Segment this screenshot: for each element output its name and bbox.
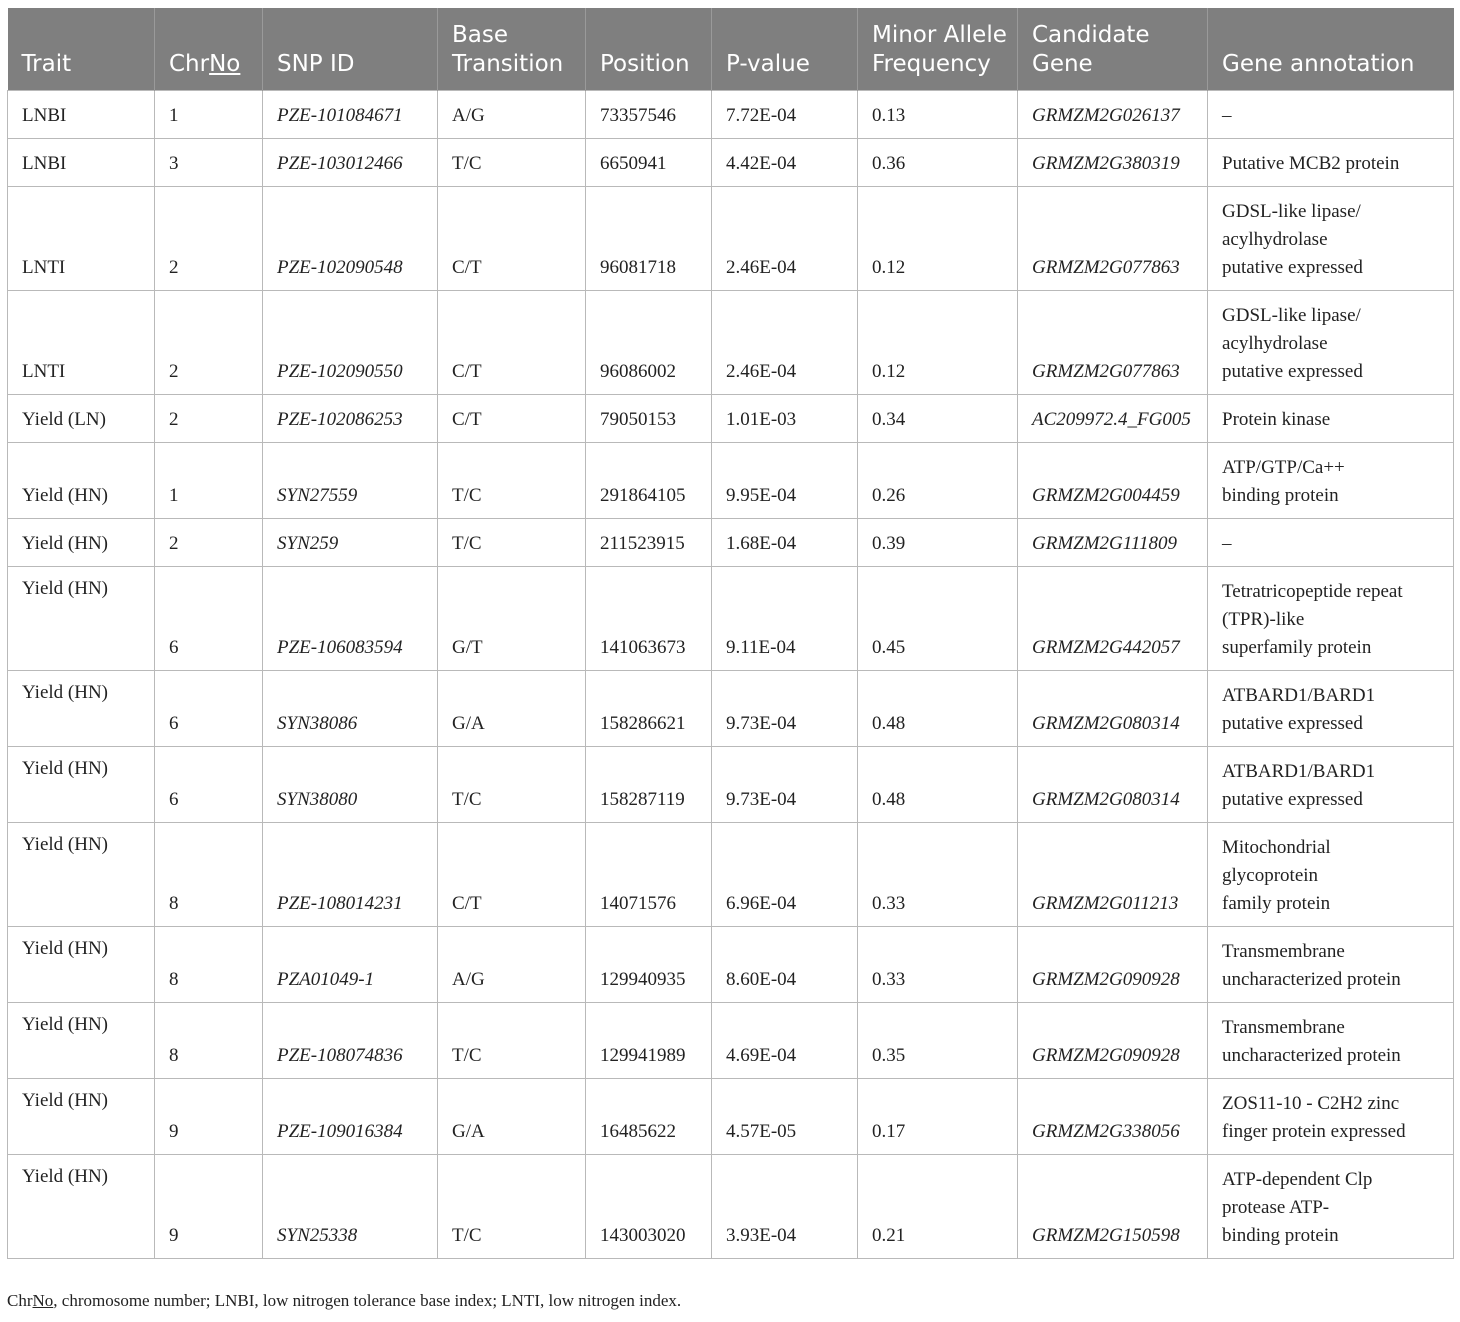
annotation-line: ATBARD1/BARD1 xyxy=(1222,685,1376,706)
annotation-line: binding protein xyxy=(1222,485,1339,506)
cell-minor-allele-frequency: 0.39 xyxy=(858,519,1018,567)
annotation-line: glycoprotein xyxy=(1222,865,1319,886)
cell-minor-allele-frequency: 0.12 xyxy=(858,187,1018,291)
annotation-line: Tetratricopeptide repeat xyxy=(1222,581,1403,602)
cell-p-value: 4.57E-05 xyxy=(712,1079,858,1155)
cell-gene-annotation xyxy=(1208,395,1454,443)
cell-snp-id: SYN27559 xyxy=(263,443,438,519)
cell-minor-allele-frequency: 0.35 xyxy=(858,1003,1018,1079)
snp-association-table xyxy=(7,8,1454,1259)
annotation-line: uncharacterized protein xyxy=(1222,1045,1401,1066)
cell-trait: Yield (HN) xyxy=(8,1155,155,1259)
cell-position: 158286621 xyxy=(586,671,712,747)
cell-snp-id: SYN259 xyxy=(263,519,438,567)
cell-candidate-gene: GRMZM2G442057 xyxy=(1018,567,1208,671)
header-base-transition: Base Transition xyxy=(438,8,586,91)
cell-chr-no: 2 xyxy=(155,291,263,395)
cell-base-transition: G/A xyxy=(438,1079,586,1155)
cell-candidate-gene: AC209972.4_FG005 xyxy=(1018,395,1208,443)
cell-snp-id: PZE-108074836 xyxy=(263,1003,438,1079)
annotation-line: finger protein expressed xyxy=(1222,1121,1406,1142)
cell-trait: LNTI xyxy=(8,291,155,395)
cell-trait: Yield (HN) xyxy=(8,671,155,747)
annotation-line: – xyxy=(1222,533,1232,554)
cell-chr-no: 9 xyxy=(155,1155,263,1259)
footnote-text: , chromosome number; LNBI, low nitrogen tolerance base index; LNTI, low nitrogen index. xyxy=(53,1291,682,1310)
cell-position: 211523915 xyxy=(586,519,712,567)
header-position: Position xyxy=(586,8,712,91)
cell-snp-id: PZE-103012466 xyxy=(263,139,438,187)
cell-minor-allele-frequency: 0.26 xyxy=(858,443,1018,519)
annotation-line: putative expressed xyxy=(1222,789,1363,810)
cell-position: 16485622 xyxy=(586,1079,712,1155)
table-body xyxy=(8,91,1454,1259)
cell-gene-annotation xyxy=(1208,1155,1454,1259)
cell-candidate-gene: GRMZM2G077863 xyxy=(1018,187,1208,291)
cell-chr-no: 6 xyxy=(155,671,263,747)
cell-candidate-gene: GRMZM2G150598 xyxy=(1018,1155,1208,1259)
cell-base-transition: G/A xyxy=(438,671,586,747)
cell-chr-no: 8 xyxy=(155,823,263,927)
cell-p-value: 4.69E-04 xyxy=(712,1003,858,1079)
table-footnote xyxy=(7,1291,1453,1311)
cell-p-value: 8.60E-04 xyxy=(712,927,858,1003)
cell-snp-id: SYN38086 xyxy=(263,671,438,747)
cell-base-transition: C/T xyxy=(438,823,586,927)
cell-base-transition: C/T xyxy=(438,291,586,395)
cell-chr-no: 6 xyxy=(155,747,263,823)
cell-trait: Yield (LN) xyxy=(8,395,155,443)
table-row xyxy=(8,1079,1454,1155)
cell-candidate-gene: GRMZM2G338056 xyxy=(1018,1079,1208,1155)
cell-chr-no: 2 xyxy=(155,519,263,567)
table-row xyxy=(8,1003,1454,1079)
cell-candidate-gene: GRMZM2G090928 xyxy=(1018,927,1208,1003)
cell-gene-annotation xyxy=(1208,139,1454,187)
annotation-line: putative expressed xyxy=(1222,257,1363,278)
cell-p-value: 1.68E-04 xyxy=(712,519,858,567)
cell-candidate-gene: GRMZM2G111809 xyxy=(1018,519,1208,567)
cell-candidate-gene: GRMZM2G380319 xyxy=(1018,139,1208,187)
header-trait: Trait xyxy=(8,8,155,91)
cell-candidate-gene: GRMZM2G004459 xyxy=(1018,443,1208,519)
cell-position: 14071576 xyxy=(586,823,712,927)
cell-snp-id: PZE-106083594 xyxy=(263,567,438,671)
cell-base-transition: A/G xyxy=(438,91,586,139)
cell-snp-id: PZE-108014231 xyxy=(263,823,438,927)
cell-trait: Yield (HN) xyxy=(8,1003,155,1079)
table-row xyxy=(8,91,1454,139)
cell-chr-no: 1 xyxy=(155,443,263,519)
header-minor-allele-frequency: Minor Allele Frequency xyxy=(858,8,1018,91)
annotation-line: Transmembrane xyxy=(1222,1017,1345,1038)
table-row xyxy=(8,747,1454,823)
cell-snp-id: PZE-102090550 xyxy=(263,291,438,395)
cell-minor-allele-frequency: 0.45 xyxy=(858,567,1018,671)
cell-candidate-gene: GRMZM2G090928 xyxy=(1018,1003,1208,1079)
annotation-line: binding protein xyxy=(1222,1225,1339,1246)
results-table-container xyxy=(7,8,1453,1259)
annotation-line: ZOS11-10 - C2H2 zinc xyxy=(1222,1093,1400,1114)
cell-gene-annotation xyxy=(1208,1003,1454,1079)
cell-minor-allele-frequency: 0.34 xyxy=(858,395,1018,443)
cell-p-value: 9.95E-04 xyxy=(712,443,858,519)
cell-p-value: 9.73E-04 xyxy=(712,671,858,747)
cell-p-value: 6.96E-04 xyxy=(712,823,858,927)
annotation-line: ATP-dependent Clp xyxy=(1222,1169,1373,1190)
cell-base-transition: T/C xyxy=(438,1003,586,1079)
cell-p-value: 9.11E-04 xyxy=(712,567,858,671)
cell-candidate-gene: GRMZM2G080314 xyxy=(1018,671,1208,747)
cell-p-value: 2.46E-04 xyxy=(712,291,858,395)
cell-candidate-gene: GRMZM2G011213 xyxy=(1018,823,1208,927)
cell-chr-no: 3 xyxy=(155,139,263,187)
cell-candidate-gene: GRMZM2G026137 xyxy=(1018,91,1208,139)
table-row xyxy=(8,291,1454,395)
cell-snp-id: PZE-102086253 xyxy=(263,395,438,443)
annotation-line: Protein kinase xyxy=(1222,409,1331,430)
cell-minor-allele-frequency: 0.36 xyxy=(858,139,1018,187)
annotation-line: ATBARD1/BARD1 xyxy=(1222,761,1376,782)
cell-gene-annotation xyxy=(1208,567,1454,671)
cell-trait: Yield (HN) xyxy=(8,747,155,823)
header-row xyxy=(8,8,1454,91)
table-row xyxy=(8,519,1454,567)
cell-chr-no: 8 xyxy=(155,1003,263,1079)
cell-minor-allele-frequency: 0.33 xyxy=(858,927,1018,1003)
cell-minor-allele-frequency: 0.13 xyxy=(858,91,1018,139)
cell-gene-annotation xyxy=(1208,91,1454,139)
cell-snp-id: SYN38080 xyxy=(263,747,438,823)
table-row xyxy=(8,671,1454,747)
cell-base-transition: T/C xyxy=(438,443,586,519)
header-gene-annotation: Gene annotation xyxy=(1208,8,1454,91)
cell-trait: LNTI xyxy=(8,187,155,291)
annotation-line: – xyxy=(1222,105,1232,126)
table-row xyxy=(8,187,1454,291)
cell-position: 73357546 xyxy=(586,91,712,139)
cell-trait: Yield (HN) xyxy=(8,443,155,519)
cell-base-transition: T/C xyxy=(438,1155,586,1259)
cell-position: 141063673 xyxy=(586,567,712,671)
cell-gene-annotation xyxy=(1208,291,1454,395)
table-row xyxy=(8,139,1454,187)
cell-gene-annotation xyxy=(1208,747,1454,823)
annotation-line: protease ATP- xyxy=(1222,1197,1330,1218)
cell-position: 79050153 xyxy=(586,395,712,443)
annotation-line: Transmembrane xyxy=(1222,941,1345,962)
cell-base-transition: T/C xyxy=(438,139,586,187)
table-row xyxy=(8,443,1454,519)
cell-position: 158287119 xyxy=(586,747,712,823)
cell-trait: Yield (HN) xyxy=(8,1079,155,1155)
header-p-value: P-value xyxy=(712,8,858,91)
cell-base-transition: T/C xyxy=(438,747,586,823)
annotation-line: ATP/GTP/Ca++ xyxy=(1222,457,1345,478)
cell-gene-annotation xyxy=(1208,823,1454,927)
cell-p-value: 2.46E-04 xyxy=(712,187,858,291)
cell-gene-annotation xyxy=(1208,443,1454,519)
cell-minor-allele-frequency: 0.48 xyxy=(858,747,1018,823)
cell-base-transition: C/T xyxy=(438,187,586,291)
cell-minor-allele-frequency: 0.21 xyxy=(858,1155,1018,1259)
annotation-line: putative expressed xyxy=(1222,713,1363,734)
cell-gene-annotation xyxy=(1208,1079,1454,1155)
annotation-line: family protein xyxy=(1222,893,1331,914)
cell-position: 129940935 xyxy=(586,927,712,1003)
cell-trait: LNBI xyxy=(8,139,155,187)
cell-position: 6650941 xyxy=(586,139,712,187)
cell-chr-no: 2 xyxy=(155,187,263,291)
table-row xyxy=(8,567,1454,671)
header-chr-prefix: Chr xyxy=(169,51,210,77)
annotation-line: acylhydrolase xyxy=(1222,333,1328,354)
table-row xyxy=(8,395,1454,443)
annotation-line: (TPR)-like xyxy=(1222,609,1305,630)
cell-gene-annotation xyxy=(1208,671,1454,747)
cell-gene-annotation xyxy=(1208,519,1454,567)
cell-snp-id: PZE-102090548 xyxy=(263,187,438,291)
cell-base-transition: G/T xyxy=(438,567,586,671)
annotation-line: Putative MCB2 protein xyxy=(1222,153,1400,174)
header-chr-sub: No xyxy=(209,51,241,77)
footnote-chr-sub: No xyxy=(32,1291,54,1310)
table-row xyxy=(8,1155,1454,1259)
annotation-line: GDSL-like lipase/ xyxy=(1222,201,1361,222)
cell-position: 291864105 xyxy=(586,443,712,519)
cell-trait: LNBI xyxy=(8,91,155,139)
cell-gene-annotation xyxy=(1208,187,1454,291)
table-row xyxy=(8,927,1454,1003)
cell-minor-allele-frequency: 0.48 xyxy=(858,671,1018,747)
cell-position: 96081718 xyxy=(586,187,712,291)
cell-minor-allele-frequency: 0.33 xyxy=(858,823,1018,927)
cell-chr-no: 1 xyxy=(155,91,263,139)
cell-p-value: 7.72E-04 xyxy=(712,91,858,139)
cell-trait: Yield (HN) xyxy=(8,567,155,671)
cell-chr-no: 6 xyxy=(155,567,263,671)
footnote-chr-prefix: Chr xyxy=(7,1291,33,1310)
annotation-line: GDSL-like lipase/ xyxy=(1222,305,1361,326)
cell-trait: Yield (HN) xyxy=(8,927,155,1003)
cell-trait: Yield (HN) xyxy=(8,519,155,567)
cell-chr-no: 2 xyxy=(155,395,263,443)
header-chr-no xyxy=(155,8,263,91)
cell-position: 129941989 xyxy=(586,1003,712,1079)
cell-candidate-gene: GRMZM2G077863 xyxy=(1018,291,1208,395)
cell-base-transition: C/T xyxy=(438,395,586,443)
header-candidate-gene: Candidate Gene xyxy=(1018,8,1208,91)
annotation-line: uncharacterized protein xyxy=(1222,969,1401,990)
cell-p-value: 9.73E-04 xyxy=(712,747,858,823)
annotation-line: superfamily protein xyxy=(1222,637,1372,658)
cell-minor-allele-frequency: 0.17 xyxy=(858,1079,1018,1155)
annotation-line: acylhydrolase xyxy=(1222,229,1328,250)
cell-base-transition: T/C xyxy=(438,519,586,567)
table-row xyxy=(8,823,1454,927)
cell-snp-id: SYN25338 xyxy=(263,1155,438,1259)
header-snp-id: SNP ID xyxy=(263,8,438,91)
cell-base-transition: A/G xyxy=(438,927,586,1003)
cell-chr-no: 8 xyxy=(155,927,263,1003)
annotation-line: putative expressed xyxy=(1222,361,1363,382)
annotation-line: Mitochondrial xyxy=(1222,837,1331,858)
cell-snp-id: PZE-101084671 xyxy=(263,91,438,139)
cell-minor-allele-frequency: 0.12 xyxy=(858,291,1018,395)
cell-position: 96086002 xyxy=(586,291,712,395)
cell-p-value: 3.93E-04 xyxy=(712,1155,858,1259)
cell-position: 143003020 xyxy=(586,1155,712,1259)
cell-chr-no: 9 xyxy=(155,1079,263,1155)
cell-p-value: 4.42E-04 xyxy=(712,139,858,187)
cell-snp-id: PZA01049-1 xyxy=(263,927,438,1003)
cell-gene-annotation xyxy=(1208,927,1454,1003)
cell-candidate-gene: GRMZM2G080314 xyxy=(1018,747,1208,823)
cell-trait: Yield (HN) xyxy=(8,823,155,927)
cell-snp-id: PZE-109016384 xyxy=(263,1079,438,1155)
cell-p-value: 1.01E-03 xyxy=(712,395,858,443)
